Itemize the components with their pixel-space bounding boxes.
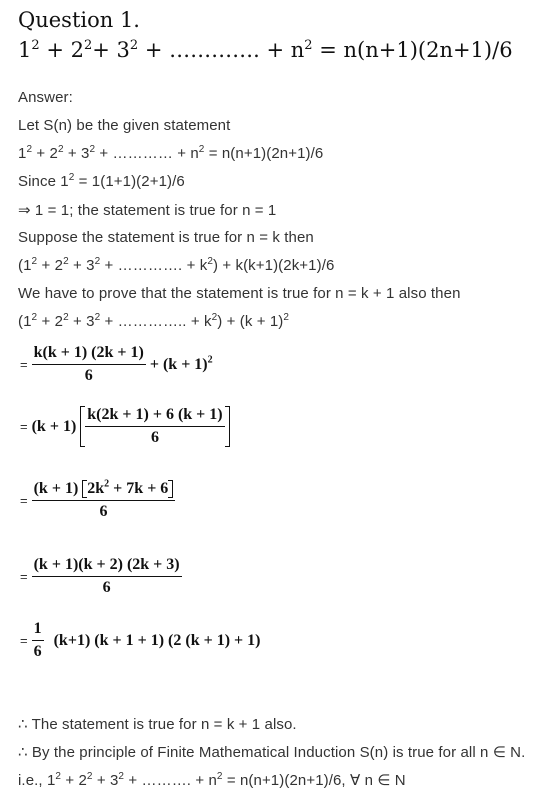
question-title: Question 1. [18,8,140,32]
step-5-fraction: $\frac{1}{6}$ [33,620,42,660]
statement-formula: $1^2 + 2^2 + 3^2$ + ………… + $n^2 = n(n+1)(2n+1)/6$ [18,144,324,162]
step-1: = $\frac{k(k + 1) (2k + 1)}{6}$ + $(k + 1)^2$ [20,344,213,384]
step-4: = $\frac{(k + 1)(k + 2) (2k + 3)}{6}$ [20,556,180,596]
step-2-fraction: $\frac{k(2k + 1) + 6 (k + 1)}{6}$ [87,406,223,446]
step-1-fraction: $\frac{k(k + 1) (2k + 1)}{6}$ [33,344,144,384]
final-formula: i.e., $1^2 + 2^2 + 3^2$ + ………. + $n^2 = n(n+1)(2n+1)/6$, ∀ n ∈ N [18,771,406,789]
question-formula: $1^2 + 2^2+ 3^2$ + …………. + $n^2 = n(n+1)(2n+1)/6$ [18,38,513,62]
base-case-true: ⇒ 1 = 1; the statement is true for n = 1 [18,202,277,219]
let-statement: Let S(n) be the given statement [18,117,231,134]
hypothesis-formula: ($1^2 + 2^2 + 3^2$ + …………. + $k^2) + k(k+1)(2k+1)/6$ [18,256,335,274]
step-5: = $\frac{1}{6}$ (k+1) (k + 1 + 1) (2 (k + 1) + 1) [20,620,261,660]
step-4-fraction: $\frac{(k + 1)(k + 2) (2k + 3)}{6}$ [33,556,180,596]
step-3-fraction: $\frac{(k + 1) 2k^2 + 7k + 6}{6}$ [32,480,176,521]
base-case: Since $1^2 = 1(1+1)(2+1)/6$ [18,172,185,190]
expand-formula: ($1^2 + 2^2 + 3^2$ + ………….. + $k^2) + (k + 1)^2$ [18,312,290,330]
conclusion-2: ∴ By the principle of Finite Mathematical Induction S(n) is true for all n ∈ N. [18,744,526,761]
step-2: = (k + 1) $\frac{k(2k + 1) + 6 (k + 1)}{6}$ [20,406,230,447]
conclusion-1: ∴ The statement is true for n = k + 1 also. [18,716,297,733]
answer-label: Answer: [18,89,73,106]
induction-hypothesis: Suppose the statement is true for n = k then [18,229,314,246]
step-3: = $\frac{(k + 1) 2k^2 + 7k + 6}{6}$ [20,480,175,521]
prove-statement: We have to prove that the statement is true for n = k + 1 also then [18,285,461,302]
